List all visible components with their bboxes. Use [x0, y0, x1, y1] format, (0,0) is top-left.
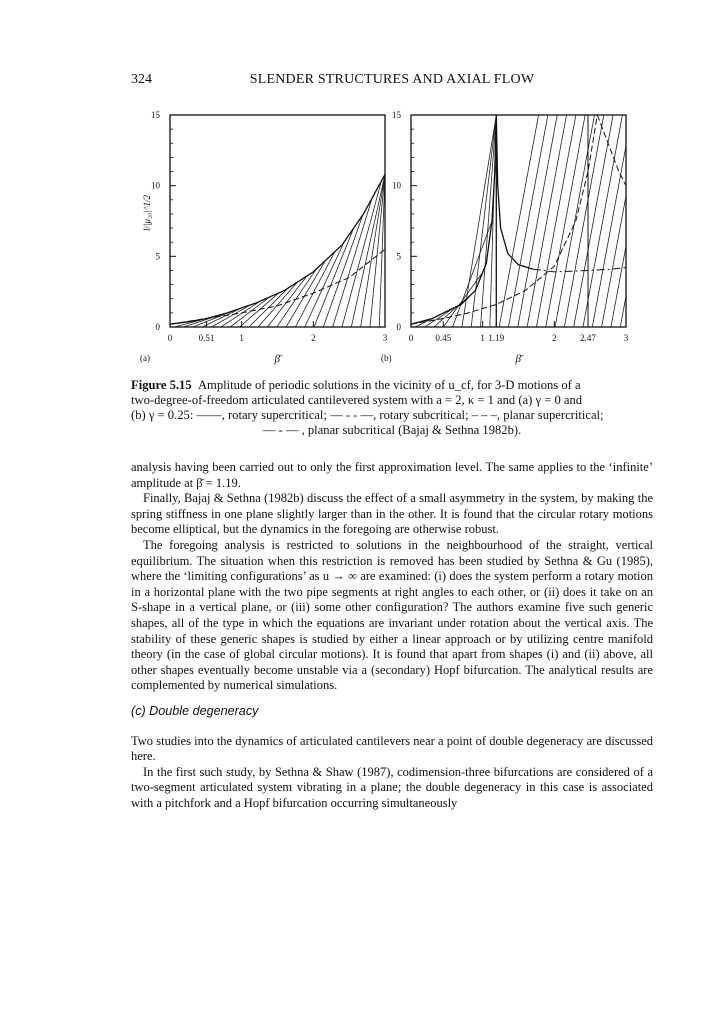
- caption-line-2: two-degree-of-freedom articulated cantilevered system with a = 2, κ = 1 and (a) γ = 0 and: [131, 393, 583, 407]
- hatch-line: [342, 181, 381, 327]
- section-heading: (c) Double degeneracy: [131, 703, 259, 718]
- caption-line-4: — - — , planar subcritical (Bajaj & Sethna 1982b).: [262, 423, 522, 437]
- x-axis-label: β̄: [515, 353, 521, 365]
- x-tick-label: 2: [552, 333, 557, 343]
- series-line-solid: [170, 174, 385, 324]
- hatch-line: [481, 115, 497, 327]
- paragraph: analysis having been carried out to only the first approximation level. The same applies to the ‘infinite’ amplitude at β̄ = 1.19.: [131, 460, 653, 490]
- paragraph: The foregoing analysis is restricted to solutions in the neighbourhood of the straight, vertical equilibrium. The situation when this restriction is removed has been studied by Sethna & Gu (1985), where the ‘limiting configurations’ as u → ∞ are examined: (i) does the system perform a rotary motion in a horizontal plane with the two pipe segments at right angles to each other, or (ii) does it take on an S-shape in a vertical plane, or (iii) some other configuration? The authors examine five such generic shapes, all of the type in which the equations are invariant under rotation about the vertical axis. The stability of these generic shapes is studied by either a linear approach or by utilizing centre manifold theory (in the case of global circular motions). It is found that apart from shapes (i) and (ii) above, all other shapes eventually become unstable via a (secondary) Hopf bifurcation. The analytical results are complemented by numerical simulations.: [131, 537, 653, 693]
- series-line-dashed: [411, 115, 597, 324]
- y-tick-label: 15: [392, 110, 401, 120]
- running-title: SLENDER STRUCTURES AND AXIAL FLOW: [249, 72, 535, 87]
- x-tick-label: 1: [480, 333, 485, 343]
- y-tick-label: 0: [396, 322, 401, 332]
- hatch-line: [286, 260, 325, 327]
- x-tick-label: 3: [382, 333, 388, 343]
- x-tick-label: 2.47: [580, 333, 596, 343]
- y-tick-label: 0: [155, 322, 160, 332]
- plot-frame: [170, 115, 385, 327]
- running-header: [131, 72, 653, 90]
- x-tick-label: 3: [623, 333, 629, 343]
- paragraph: Finally, Bajaj & Sethna (1982b) discuss the effect of a small asymmetry in the system, by making the spring stiffness in one plane slightly larger than in the other. It is found that the circular rotary motions become elliptical, but the dynamics in the foregoing are otherwise robust.: [131, 491, 653, 537]
- y-tick-label: 10: [392, 180, 401, 191]
- x-tick-label: 2: [311, 333, 316, 343]
- chart-panel-b: [381, 100, 681, 370]
- panel-label: (a): [140, 353, 150, 363]
- x-tick-label: 0.51: [198, 333, 215, 343]
- caption-line-3: (b) γ = 0.25: ——, rotary supercritical; — - - —, rotary subcritical; – – –, planar supercritical;: [131, 408, 604, 422]
- paragraph: Two studies into the dynamics of articulated cantilevers near a point of double degeneracy are discussed here.: [131, 733, 653, 764]
- y-tick-label: 5: [155, 251, 160, 262]
- paragraph: In the first such study, by Sethna & Shaw (1987), codimension-three bifurcations are considered of a two-segment articulated system vibrating in a plane; the double degeneracy in this case is associated with a pitchfork and a Hopf bifurcation occurring simultaneously: [131, 764, 653, 810]
- panel-label: (b): [381, 353, 392, 363]
- x-tick-label: 0: [167, 333, 173, 343]
- y-tick-label: 10: [151, 180, 160, 191]
- y-axis-label: l/|μ₂₀|^1/2: [142, 194, 152, 231]
- hatch-region: [415, 115, 659, 327]
- y-tick-label: 15: [151, 110, 160, 120]
- hatch-region: [174, 174, 385, 327]
- x-tick-label: 1: [239, 333, 244, 343]
- y-tick-label: 5: [396, 251, 401, 262]
- page-number: 324: [131, 72, 152, 87]
- figure-caption: [131, 378, 653, 438]
- body-text: [131, 460, 653, 811]
- x-axis-label: β̄: [274, 353, 280, 365]
- x-tick-label: 0.45: [435, 333, 452, 343]
- caption-line-1: Amplitude of periodic solutions in the vicinity of u_cf, for 3-D motions of a: [197, 378, 581, 392]
- hatch-line: [333, 198, 372, 327]
- x-tick-label: 1.19: [488, 333, 505, 343]
- figure-label: Figure 5.15: [131, 378, 192, 392]
- hatch-line: [453, 221, 492, 327]
- x-tick-label: 0: [408, 333, 414, 343]
